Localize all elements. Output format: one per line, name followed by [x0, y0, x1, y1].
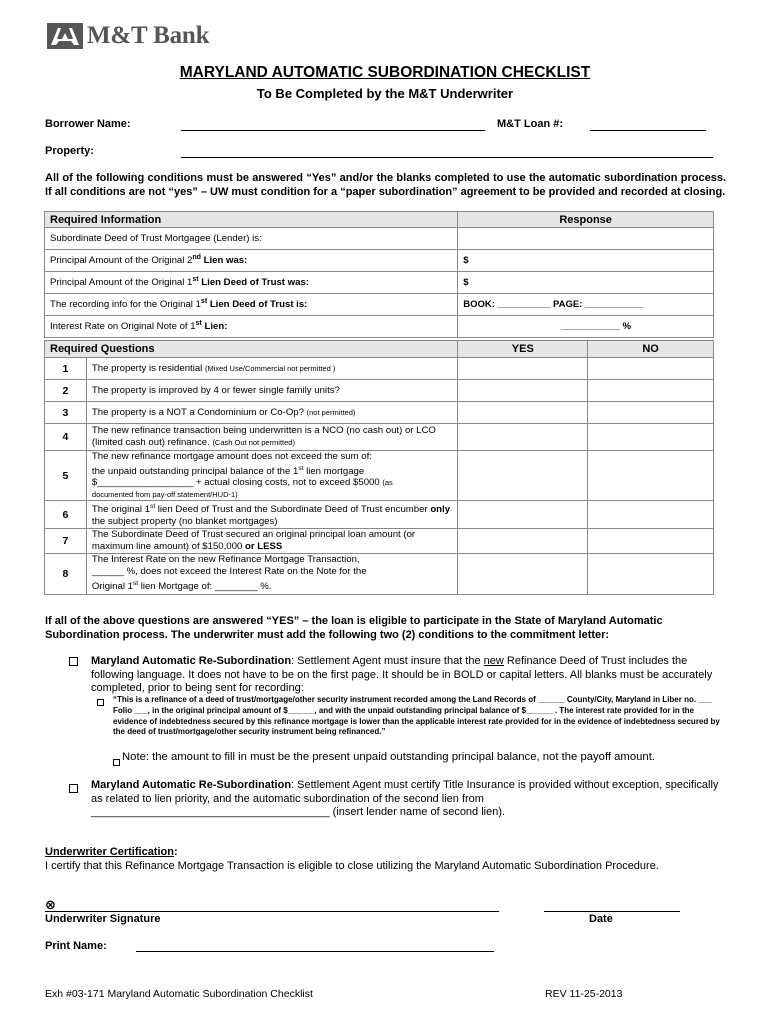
question-row: 5 The new refinance mortgage amount does not exceed the sum of: the unpaid outstanding principal balance of the 1st lien mortgage $__________________ + actual closing costs, not to exceed $5000 (as documented from pay-off statement/HUD-1): [45, 451, 714, 501]
1st-lien-amount-response[interactable]: $: [458, 272, 714, 294]
required-information-header: Required Information: [45, 212, 458, 228]
checkbox-icon[interactable]: [69, 784, 78, 793]
response-header: Response: [458, 212, 714, 228]
note-checkbox[interactable]: [113, 756, 120, 770]
no-header: NO: [588, 341, 714, 358]
signature-label: Underwriter Signature: [45, 913, 161, 925]
footer-form-id: Exh #03-171 Maryland Automatic Subordination Checklist: [45, 988, 313, 1000]
q3-no-cell[interactable]: [588, 402, 714, 424]
q3-yes-cell[interactable]: [458, 402, 588, 424]
certification-title: Underwriter Certification:: [45, 846, 178, 858]
info-row-recording-info: The recording info for the Original 1st Lien Deed of Trust is:: [45, 294, 458, 316]
loan-number-field[interactable]: [590, 130, 706, 131]
mt-logo-icon: [47, 23, 83, 49]
required-questions-table: [44, 340, 714, 595]
signature-field[interactable]: [45, 911, 499, 912]
recording-info-response[interactable]: BOOK: __________ PAGE: ___________: [458, 294, 714, 316]
bank-logo: [47, 22, 209, 50]
print-name-label: Print Name:: [45, 940, 107, 952]
q6-no-cell[interactable]: [588, 501, 714, 529]
document-title: MARYLAND AUTOMATIC SUBORDINATION CHECKLIST: [179, 64, 591, 81]
question-row: 4 The new refinance transaction being underwritten is a NCO (no cash out) or LCO (limited cash out) refinance. (Cash Out not permitted): [45, 424, 714, 451]
q1-no-cell[interactable]: [588, 358, 714, 380]
question-row: 7 The Subordinate Deed of Trust secured an original principal loan amount (or maximum line amount) of $150,000 or LESS: [45, 529, 714, 554]
checkbox-icon[interactable]: [113, 759, 120, 766]
property-field[interactable]: [181, 157, 713, 158]
info-row-lender: Subordinate Deed of Trust Mortgagee (Lender) is:: [45, 228, 458, 250]
q7-no-cell[interactable]: [588, 529, 714, 554]
borrower-name-field[interactable]: [181, 130, 485, 131]
q7-yes-cell[interactable]: [458, 529, 588, 554]
condition-2-text: Maryland Automatic Re-Subordination: Settlement Agent must certify Title Insurance is provided without exception, specifically as related to lien priority, and the automatic subordination of the second lien from _______________________________________ (insert lender name of second lien).: [91, 779, 719, 818]
required-questions-header: Required Questions: [45, 341, 458, 358]
condition-2-checkbox[interactable]: [69, 782, 78, 796]
q2-no-cell[interactable]: [588, 380, 714, 402]
q2-yes-cell[interactable]: [458, 380, 588, 402]
lender-response[interactable]: [458, 228, 714, 250]
q8-yes-cell[interactable]: [458, 554, 588, 594]
condition-1-text: Maryland Automatic Re-Subordination: Settlement Agent must insure that the new Refinance Deed of Trust includes the following language. It does not have to be on the first page. It should be in BOLD or capital letters. All blanks must be accurately completed, prior to being sent for recording:: [91, 655, 713, 694]
q1-yes-cell[interactable]: [458, 358, 588, 380]
date-field[interactable]: [544, 911, 680, 912]
q4-yes-cell[interactable]: [458, 424, 588, 451]
yes-header: YES: [458, 341, 588, 358]
note-text: Note: the amount to fill in must be the present unpaid outstanding principal balance, not the payoff amount.: [122, 751, 655, 763]
q5-yes-cell[interactable]: [458, 451, 588, 501]
interest-rate-response[interactable]: ___________ %: [458, 316, 714, 338]
question-row: 2 The property is improved by 4 or fewer single family units?: [45, 380, 714, 402]
info-row-2nd-lien-amount: Principal Amount of the Original 2nd Lien was:: [45, 250, 458, 272]
date-label: Date: [589, 913, 613, 925]
print-name-field[interactable]: [136, 951, 494, 952]
q8-no-cell[interactable]: [588, 554, 714, 594]
required-information-table: [44, 211, 714, 338]
signature-mark: ⊗: [45, 897, 56, 912]
question-row: 3 The property is a NOT a Condominium or Co-Op? (not permitted): [45, 402, 714, 424]
2nd-lien-amount-response[interactable]: $: [458, 250, 714, 272]
question-row: 8 The Interest Rate on the new Refinance Mortgage Transaction, ______ %, does not exceed the Interest Rate on the Note for the Original 1st lien Mortgage of: ________ %.: [45, 554, 714, 594]
required-language-quote: “This is a refinance of a deed of trust/mortgage/other security instrument recorded among the Land Records of ______ County/City, Maryland in Liber no. ___ Folio ___, in the original principal amount of $______, and with the unpaid outstanding principal balance of $______ . The interest rate provided for in the evidence of indebtedness secured by this refinance mortgage is lower than the applicable interest rate provided for in the evidence of indebtedness secured by the deed of trust/mortgage/other security instrument being refinanced.”: [113, 695, 720, 737]
checkbox-icon[interactable]: [69, 657, 78, 666]
checkbox-icon[interactable]: [97, 699, 104, 706]
question-row: 1 The property is residential (Mixed Use/Commercial not permitted ): [45, 358, 714, 380]
question-row: 6 The original 1st lien Deed of Trust and the Subordinate Deed of Trust encumber only the subject property (no blanket mortgages): [45, 501, 714, 529]
q4-no-cell[interactable]: [588, 424, 714, 451]
certification-text: I certify that this Refinance Mortgage Transaction is eligible to close utilizing the Maryland Automatic Subordination Procedure.: [45, 860, 659, 872]
document-subtitle: To Be Completed by the M&T Underwriter: [256, 86, 514, 101]
quote-checkbox[interactable]: [97, 696, 104, 710]
condition-1-checkbox[interactable]: [69, 655, 78, 669]
info-row-interest-rate: Interest Rate on Original Note of 1st Lien:: [45, 316, 458, 338]
borrower-name-label: Borrower Name:: [45, 118, 131, 130]
loan-number-label: M&T Loan #:: [497, 118, 563, 130]
intro-paragraph: All of the following conditions must be answered “Yes” and/or the blanks completed to use the automatic subordination process. If all conditions are not “yes” – UW must condition for a “paper subordination” agreement to be provided and recorded at closing.: [45, 172, 726, 198]
footer-revision: REV 11-25-2013: [545, 988, 623, 1000]
info-row-1st-lien-amount: Principal Amount of the Original 1st Lien Deed of Trust was:: [45, 272, 458, 294]
property-label: Property:: [45, 145, 94, 157]
q5-no-cell[interactable]: [588, 451, 714, 501]
bank-name: M&T Bank: [87, 22, 210, 49]
conditions-intro: If all of the above questions are answered “YES” – the loan is eligible to participate in the State of Maryland Automatic Subordination process. The underwriter must add the following two (2) conditions to the commitment letter:: [45, 615, 663, 641]
q6-yes-cell[interactable]: [458, 501, 588, 529]
